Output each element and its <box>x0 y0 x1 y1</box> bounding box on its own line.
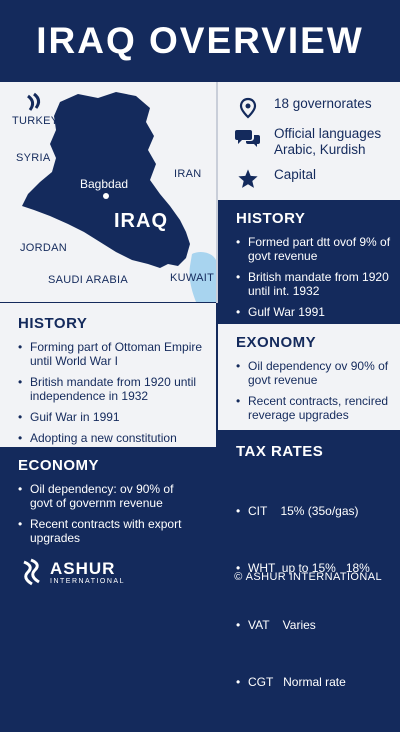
ashur-logo-icon <box>20 558 42 588</box>
logo-main-text: ASHUR <box>50 559 116 578</box>
list-item: • WHT up to 15% 18% <box>236 561 400 575</box>
facts-panel <box>218 82 400 200</box>
star-icon <box>236 167 260 191</box>
label-turkey: TURKEY <box>12 115 59 127</box>
fact-languages <box>236 126 392 158</box>
list-item: • Gulf War 1991 <box>236 305 396 319</box>
label-saudi-arabia: SAUDI ARABIA <box>48 274 129 286</box>
tax-rates-title: TAX RATES <box>236 443 324 460</box>
list-item: • CIT 15% (35o/gas) <box>236 504 400 518</box>
label-iran: IRAN <box>174 168 202 180</box>
list-item: • Forming part of Ottoman Empire until World War I <box>18 340 206 368</box>
list-item: • Adopting a new constitution <box>18 431 206 445</box>
label-kuwait: KUWAIT <box>170 272 215 284</box>
tax-rates-section <box>218 443 400 732</box>
label-syria: SYRIA <box>16 152 51 164</box>
list-item: • British mandate from 1920 until int. 1932 <box>236 270 396 298</box>
economy-right-title: EXONOMY <box>236 334 317 351</box>
list-item: • CGT Normal rate <box>236 675 400 689</box>
list-item: • Recent contracts, rencired reverage upgrades <box>236 394 392 422</box>
map-panel <box>0 82 216 302</box>
page-title: IRAQ OVERVIEW <box>36 20 364 61</box>
label-capital: Bagbdad <box>80 177 129 191</box>
history-left-section <box>0 303 216 447</box>
header-bar <box>0 0 400 82</box>
list-item: • Oil dependency ov 90% of govt revenue <box>236 359 392 387</box>
list-item: • Recent contracts with export upgrades <box>18 517 198 545</box>
history-right-title: HISTORY <box>236 210 306 227</box>
map-pin-icon <box>236 96 260 120</box>
list-item: • British mandate from 1920 until independence in 1932 <box>18 375 206 403</box>
economy-left-section <box>0 457 216 552</box>
list-item: • VAT Varies <box>236 618 400 632</box>
fact-capital-text: Capital <box>274 167 317 182</box>
ashur-logo <box>20 558 125 588</box>
capital-dot <box>103 193 109 199</box>
label-jordan: JORDAN <box>20 242 68 254</box>
list-item: • Formed part dtt ovof 9% of govt revenue <box>236 235 396 263</box>
logo-sub-text: INTERNATIONAL <box>50 578 125 585</box>
copyright-text: © ASHUR INTERNATIONAL <box>234 571 382 583</box>
economy-right-section <box>218 324 400 430</box>
history-right-section <box>218 210 400 326</box>
list-item: • Guif War in 1991 <box>18 410 206 424</box>
map-ornament-icon <box>28 94 39 110</box>
fact-governorates <box>236 96 372 120</box>
economy-left-title: ECONOMY <box>18 457 100 474</box>
history-left-title: HISTORY <box>18 315 88 332</box>
fact-capital <box>236 167 316 191</box>
list-item: • Oil dependency: ov 90% of govt of governm revenue <box>18 482 198 510</box>
fact-languages-text: Official languages Arabic, Kurdish <box>274 126 382 157</box>
fact-governorates-text: 18 governorates <box>274 96 372 111</box>
label-iraq: IRAQ <box>114 210 168 232</box>
speech-bubbles-icon <box>236 126 260 150</box>
